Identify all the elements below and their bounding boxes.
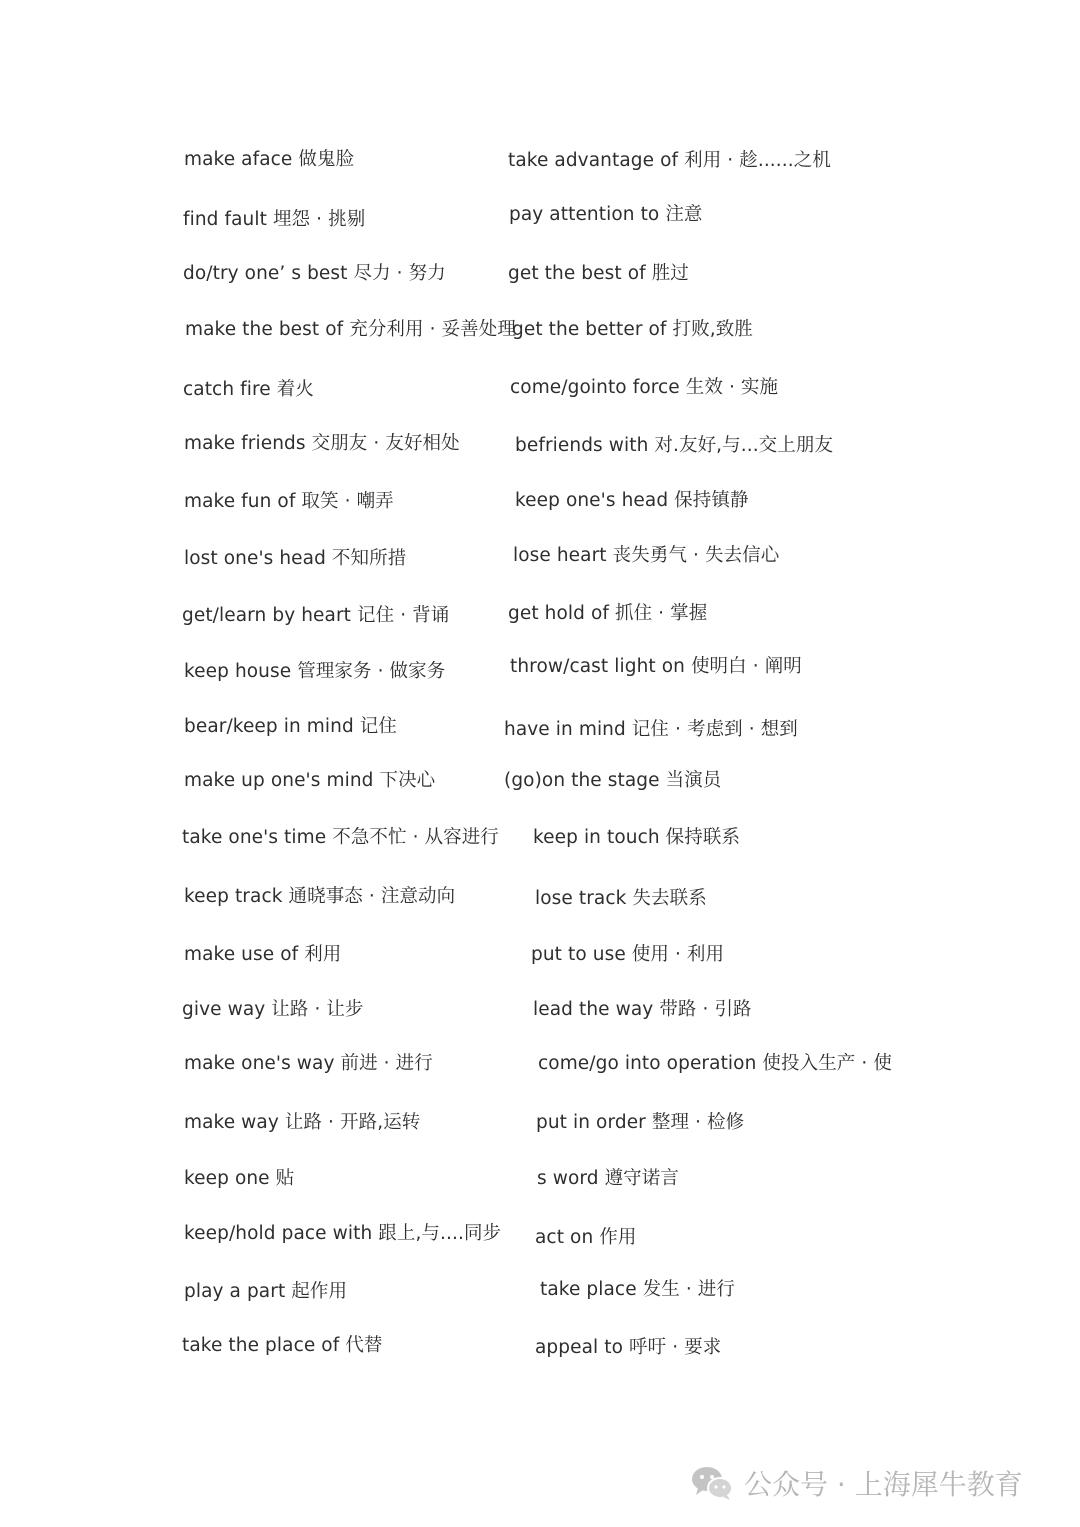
phrase-left-4: make the best of 充分利用 · 妥善处理 — [185, 319, 516, 340]
phrase-left-2: find fault 埋怨 · 挑剔 — [183, 209, 366, 230]
phrase-left-14: keep track 通晓事态 · 注意动向 — [184, 886, 456, 907]
phrase-left-7: make fun of 取笑 · 嘲弄 — [184, 491, 394, 512]
phrase-left-20: keep/hold pace with 跟上,与....同步 — [184, 1223, 502, 1244]
phrase-left-6: make friends 交朋友 · 友好相处 — [184, 433, 460, 454]
phrase-right-9: get hold of 抓住 · 掌握 — [508, 603, 708, 624]
phrase-right-17: come/go into operation 使投入生产 · 使 — [538, 1053, 892, 1074]
phrase-left-3: do/try one’ s best 尽力 · 努力 — [183, 263, 446, 284]
phrase-right-13: keep in touch 保持联系 — [533, 827, 741, 848]
phrase-right-8: lose heart 丧失勇气 · 失去信心 — [513, 545, 780, 566]
phrase-right-12: (go)on the stage 当演员 — [504, 770, 722, 791]
phrase-right-4: get the better of 打败,致胜 — [512, 319, 753, 340]
phrase-left-13: take one's time 不急不忙 · 从容进行 — [182, 827, 499, 848]
phrase-right-16: lead the way 带路 · 引路 — [533, 999, 752, 1020]
phrase-left-18: make way 让路 · 开路,运转 — [184, 1112, 421, 1133]
phrase-right-11: have in mind 记住 · 考虑到 · 想到 — [504, 719, 798, 740]
phrase-left-16: give way 让路 · 让步 — [182, 999, 364, 1020]
phrase-right-22: appeal to 呼吁 · 要求 — [535, 1337, 722, 1358]
phrase-left-1: make aface 做鬼脸 — [184, 149, 355, 170]
phrase-left-5: catch fire 着火 — [183, 379, 314, 400]
phrase-right-14: lose track 失去联系 — [535, 888, 707, 909]
phrase-right-3: get the best of 胜过 — [508, 263, 689, 284]
phrase-left-17: make one's way 前进 · 进行 — [184, 1053, 433, 1074]
phrase-left-12: make up one's mind 下决心 — [184, 770, 436, 791]
phrase-right-21: take place 发生 · 进行 — [540, 1279, 736, 1300]
watermark-text: 公众号 · 上海犀牛教育 — [744, 1468, 1023, 1501]
phrase-right-6: befriends with 对.友好,与...交上朋友 — [515, 435, 834, 456]
phrase-right-18: put in order 整理 · 检修 — [536, 1112, 745, 1133]
phrase-right-15: put to use 使用 · 利用 — [531, 944, 725, 965]
phrase-left-11: bear/keep in mind 记住 — [184, 716, 397, 737]
phrase-left-19: keep one 贴 — [184, 1168, 295, 1189]
phrase-right-7: keep one's head 保持镇静 — [515, 490, 749, 511]
phrase-right-2: pay attention to 注意 — [509, 204, 703, 225]
phrase-right-20: act on 作用 — [535, 1227, 637, 1248]
watermark — [690, 1458, 1060, 1508]
phrase-right-19: s word 遵守诺言 — [537, 1168, 679, 1189]
phrase-left-10: keep house 管理家务 · 做家务 — [184, 661, 446, 682]
phrase-right-5: come/gointo force 生效 · 实施 — [510, 377, 779, 398]
phrase-left-21: play a part 起作用 — [184, 1281, 348, 1302]
phrase-right-1: take advantage of 利用 · 趁......之机 — [508, 150, 831, 171]
phrase-left-22: take the place of 代替 — [182, 1335, 383, 1356]
wechat-icon — [690, 1465, 734, 1501]
phrase-left-15: make use of 利用 — [184, 944, 342, 965]
phrase-left-8: lost one's head 不知所措 — [184, 548, 407, 569]
phrase-right-10: throw/cast light on 使明白 · 阐明 — [510, 656, 802, 677]
phrase-left-9: get/learn by heart 记住 · 背诵 — [182, 605, 450, 626]
